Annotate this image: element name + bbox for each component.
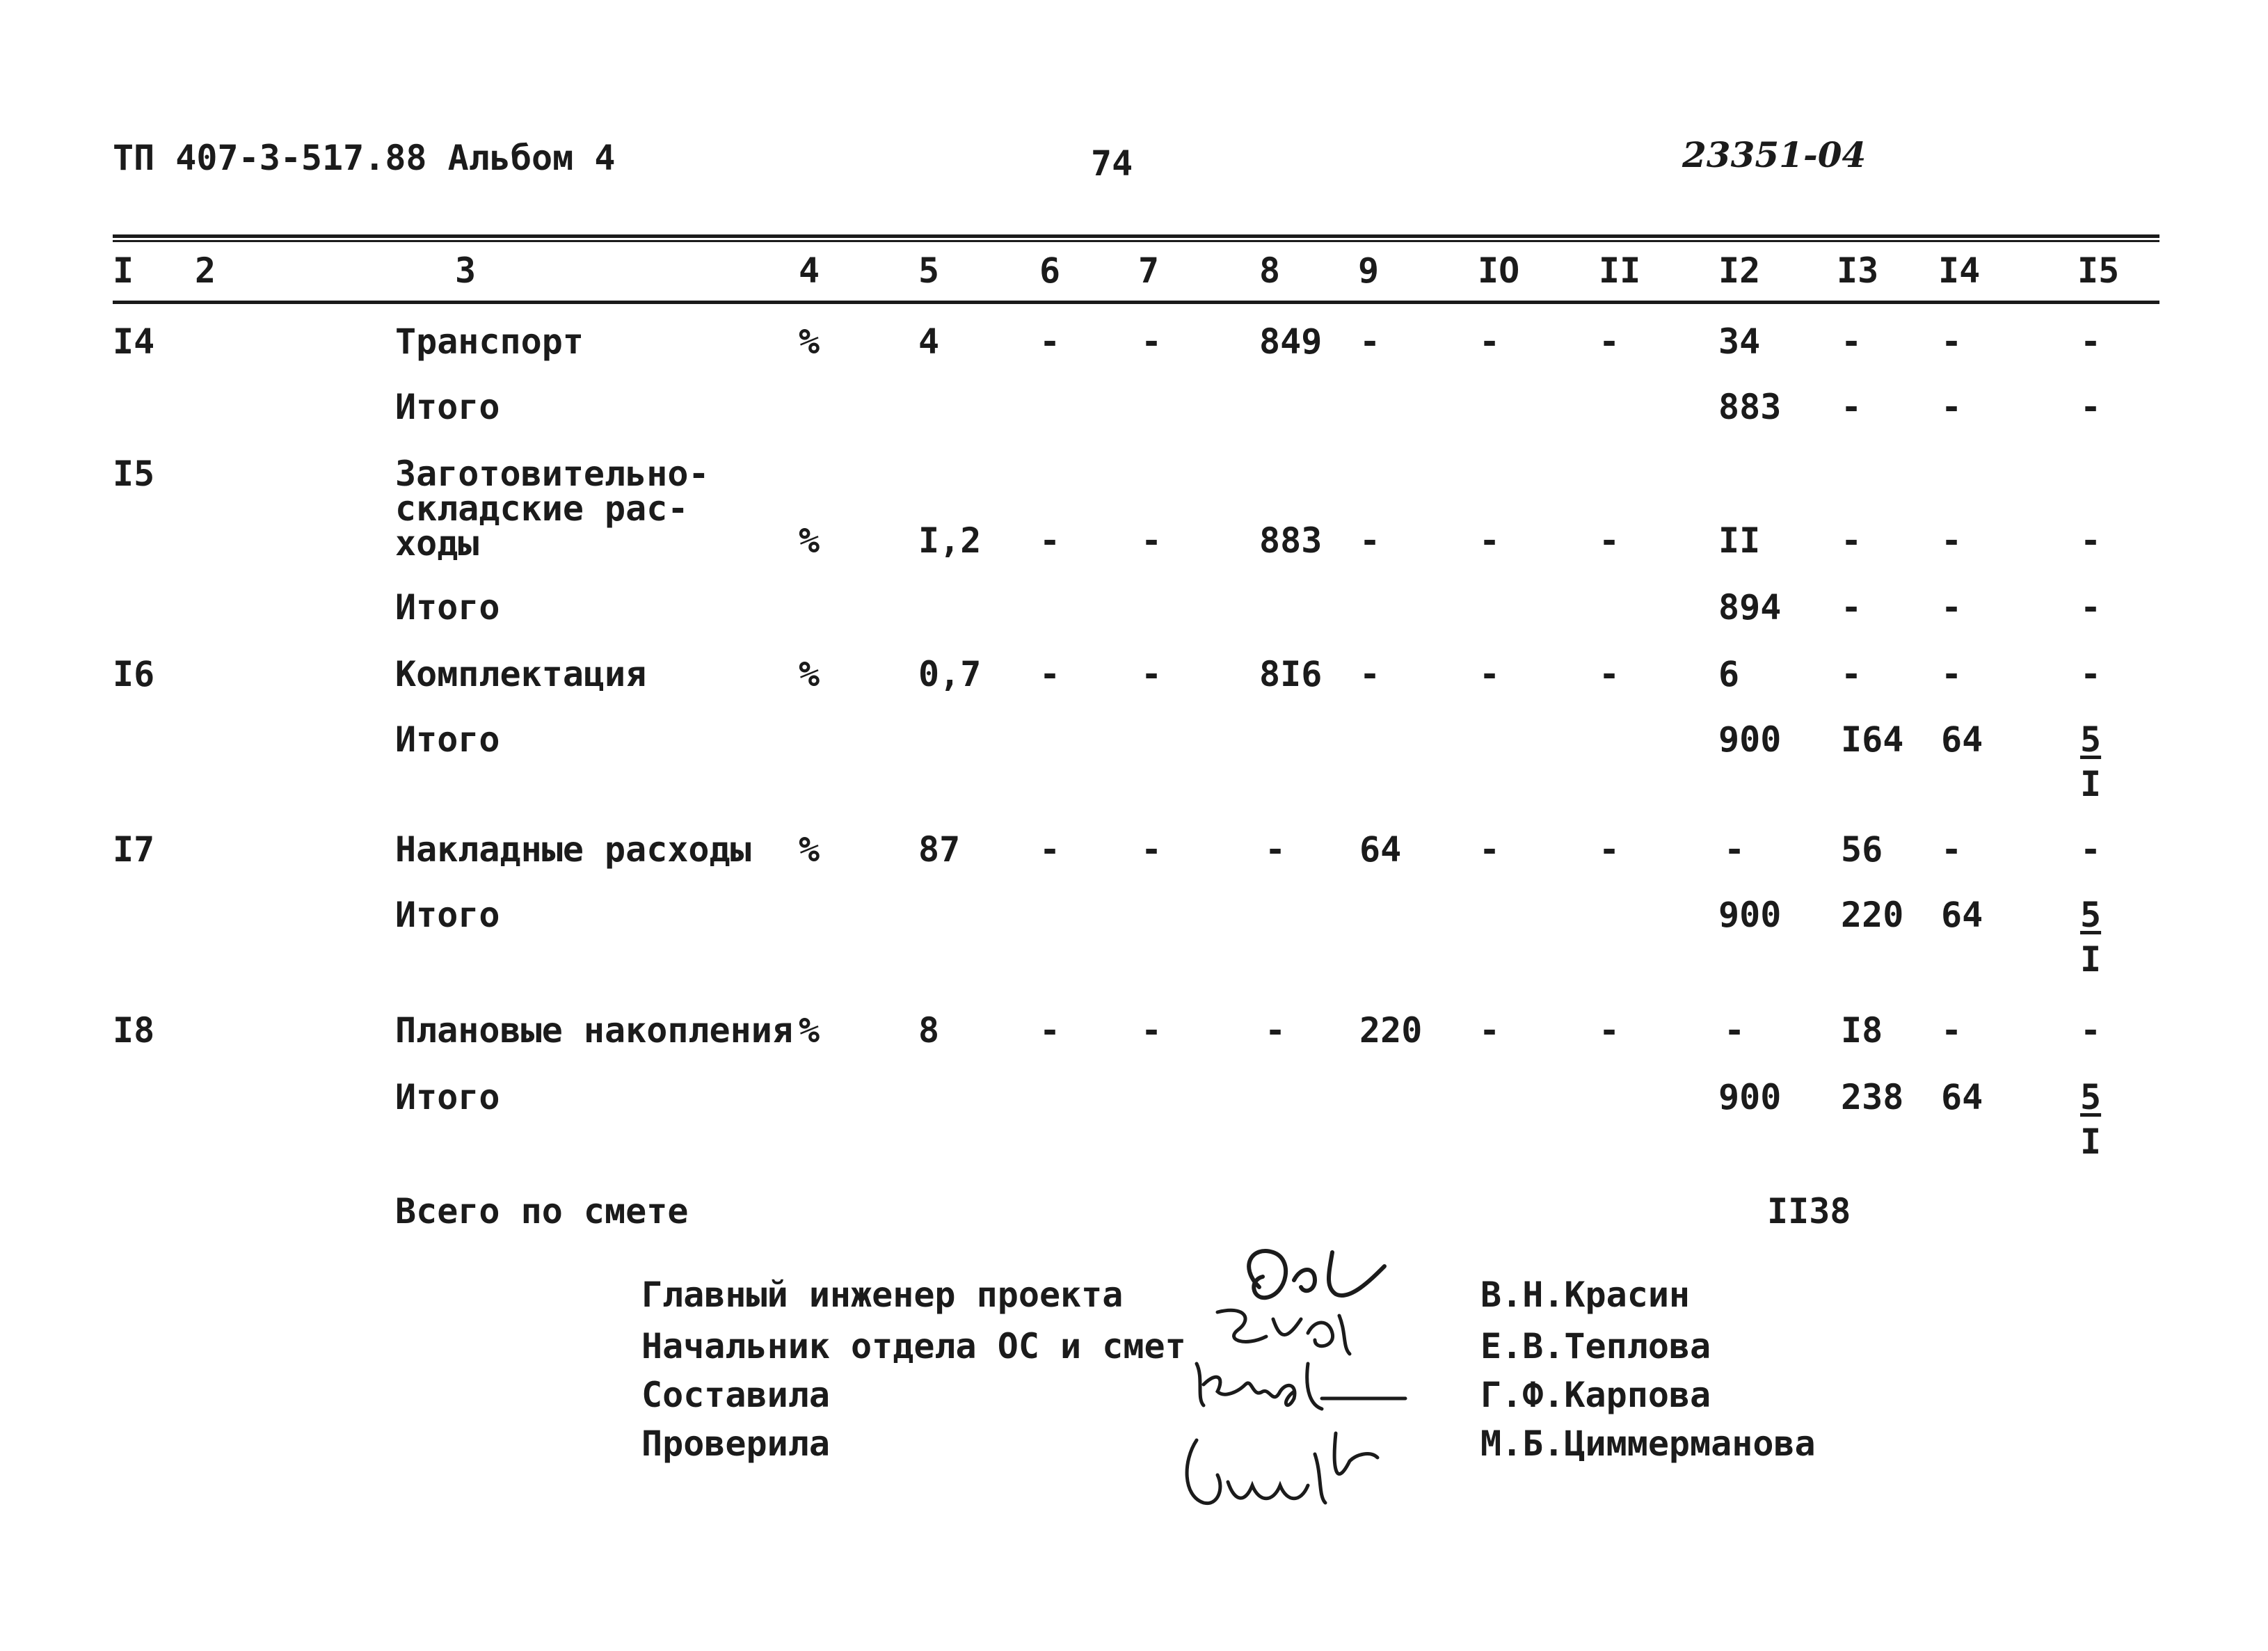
rate-cell: 8 [918,1010,940,1051]
col12-cell: - [1724,829,1746,870]
col7-cell: - [1141,829,1163,870]
col-header-5: 5 [918,250,940,291]
fraction-numerator: 5 [2080,719,2102,760]
signatory-name: Е.В.Теплова [1480,1326,1711,1366]
col8-cell: - [1265,1010,1286,1051]
col6-cell: - [1039,829,1061,870]
signatory-name: Г.Ф.Карпова [1480,1375,1711,1415]
row-description: Накладные расходы [395,829,751,870]
col15-cell: - [2080,829,2102,870]
col9-cell: 220 [1359,1010,1423,1051]
col12-cell: 894 [1718,587,1782,628]
inventory-number: 23351-04 [1682,134,1867,175]
col14-cell: 64 [1941,1077,1983,1117]
col6-cell: - [1039,321,1061,362]
col9-cell: - [1359,321,1381,362]
col12-cell: II [1718,520,1761,561]
col14-cell: 64 [1941,895,1983,935]
col13-cell: I64 [1841,719,1904,760]
handwritten-signature [1183,1350,1412,1419]
rate-cell: 0,7 [918,654,982,694]
col15-cell: - [2080,654,2102,694]
col15-fraction [2080,895,2102,980]
col-header-14: I4 [1938,250,1981,291]
col14-cell: 64 [1941,719,1983,760]
col15-cell: - [2080,520,2102,561]
col13-cell: I8 [1841,1010,1883,1051]
signatory-name: В.Н.Красин [1480,1275,1691,1315]
col-header-6: 6 [1039,250,1061,291]
col6-cell: - [1039,1010,1061,1051]
col7-cell: - [1141,520,1163,561]
col12-cell: 34 [1718,321,1761,362]
col14-cell: - [1941,387,1963,427]
col8-cell: 849 [1259,321,1323,362]
col-header-4: 4 [799,250,820,291]
col-header-10: IO [1478,250,1520,291]
fraction-denominator: I [2080,764,2102,804]
col-header-13: I3 [1837,250,1879,291]
row-description: Транспорт [395,321,584,362]
col14-cell: - [1941,1010,1963,1051]
row-number: I6 [113,654,155,694]
fraction-denominator: I [2080,1122,2102,1162]
row-description: Плановые накопления [395,1010,793,1051]
col14-cell: - [1941,321,1963,362]
unit-cell: % [799,1010,820,1051]
col15-cell: - [2080,321,2102,362]
signature-role: Главный инженер проекта [641,1275,1124,1315]
unit-cell: % [799,520,820,561]
col12-cell: 883 [1718,387,1782,427]
col14-cell: - [1941,654,1963,694]
col7-cell: - [1141,654,1163,694]
col7-cell: - [1141,1010,1163,1051]
row-number: I5 [113,454,155,494]
col-header-2: 2 [195,250,216,291]
unit-cell: % [799,829,820,870]
row-number: I4 [113,321,155,362]
col13-cell: - [1841,587,1862,628]
col7-cell: - [1141,321,1163,362]
header-bottom-rule [113,301,2159,304]
col-header-15: I5 [2077,250,2120,291]
col15-fraction [2080,1077,2102,1162]
col6-cell: - [1039,520,1061,561]
col11-cell: - [1599,1010,1620,1051]
col-header-1: I [113,250,134,291]
col13-cell: - [1841,520,1862,561]
row-description: Итого [395,719,500,760]
row-description: Итого [395,895,500,935]
col9-cell: - [1359,654,1381,694]
col9-cell: - [1359,520,1381,561]
fraction-numerator: 5 [2080,895,2102,935]
col11-cell: - [1599,321,1620,362]
col11-cell: - [1599,520,1620,561]
col-header-3: 3 [455,250,477,291]
col13-cell: 220 [1841,895,1904,935]
col12-cell: 6 [1718,654,1740,694]
header-top-rule-2 [113,240,2159,242]
doc-reference: ТП 407-3-517.88 Альбом 4 [113,138,616,178]
signature-role: Составила [641,1375,830,1415]
header-top-rule [113,234,2159,238]
fraction-numerator: 5 [2080,1077,2102,1117]
rate-cell: 4 [918,321,940,362]
row-description: Заготовительно- складские рас- ходы [395,454,710,564]
unit-cell: % [799,654,820,694]
total-label: Всего по смете [395,1191,689,1231]
col15-cell: - [2080,587,2102,628]
rate-cell: 87 [918,829,961,870]
handwritten-signature [1169,1419,1391,1538]
unit-cell: % [799,321,820,362]
signatory-name: М.Б.Циммерманова [1480,1423,1816,1464]
row-description: Итого [395,587,500,628]
col-header-7: 7 [1138,250,1160,291]
col8-cell: 883 [1259,520,1323,561]
col13-cell: 238 [1841,1077,1904,1117]
col10-cell: - [1479,321,1501,362]
col-header-11: II [1599,250,1641,291]
col11-cell: - [1599,654,1620,694]
col10-cell: - [1479,1010,1501,1051]
col10-cell: - [1479,520,1501,561]
row-description: Комплектация [395,654,647,694]
col14-cell: - [1941,520,1963,561]
col-header-8: 8 [1259,250,1281,291]
col13-cell: - [1841,387,1862,427]
col15-cell: - [2080,1010,2102,1051]
col6-cell: - [1039,654,1061,694]
row-number: I7 [113,829,155,870]
col13-cell: - [1841,321,1862,362]
col-header-12: I2 [1718,250,1761,291]
col14-cell: - [1941,829,1963,870]
col12-cell: 900 [1718,895,1782,935]
col15-cell: - [2080,387,2102,427]
col11-cell: - [1599,829,1620,870]
page-number: 74 [1091,143,1133,184]
col12-cell: 900 [1718,1077,1782,1117]
total-value: II38 [1767,1191,1851,1231]
col12-cell: 900 [1718,719,1782,760]
row-description: Итого [395,1077,500,1117]
col12-cell: - [1724,1010,1746,1051]
signature-role: Проверила [641,1423,830,1464]
col8-cell: 8I6 [1259,654,1323,694]
fraction-denominator: I [2080,939,2102,980]
row-description: Итого [395,387,500,427]
col14-cell: - [1941,587,1963,628]
col13-cell: 56 [1841,829,1883,870]
signature-role: Начальник отдела ОС и смет [641,1326,1186,1366]
col13-cell: - [1841,654,1862,694]
row-number: I8 [113,1010,155,1051]
col10-cell: - [1479,654,1501,694]
col15-fraction [2080,719,2102,804]
col8-cell: - [1265,829,1286,870]
rate-cell: I,2 [918,520,982,561]
col10-cell: - [1479,829,1501,870]
col9-cell: 64 [1359,829,1402,870]
col-header-9: 9 [1358,250,1380,291]
